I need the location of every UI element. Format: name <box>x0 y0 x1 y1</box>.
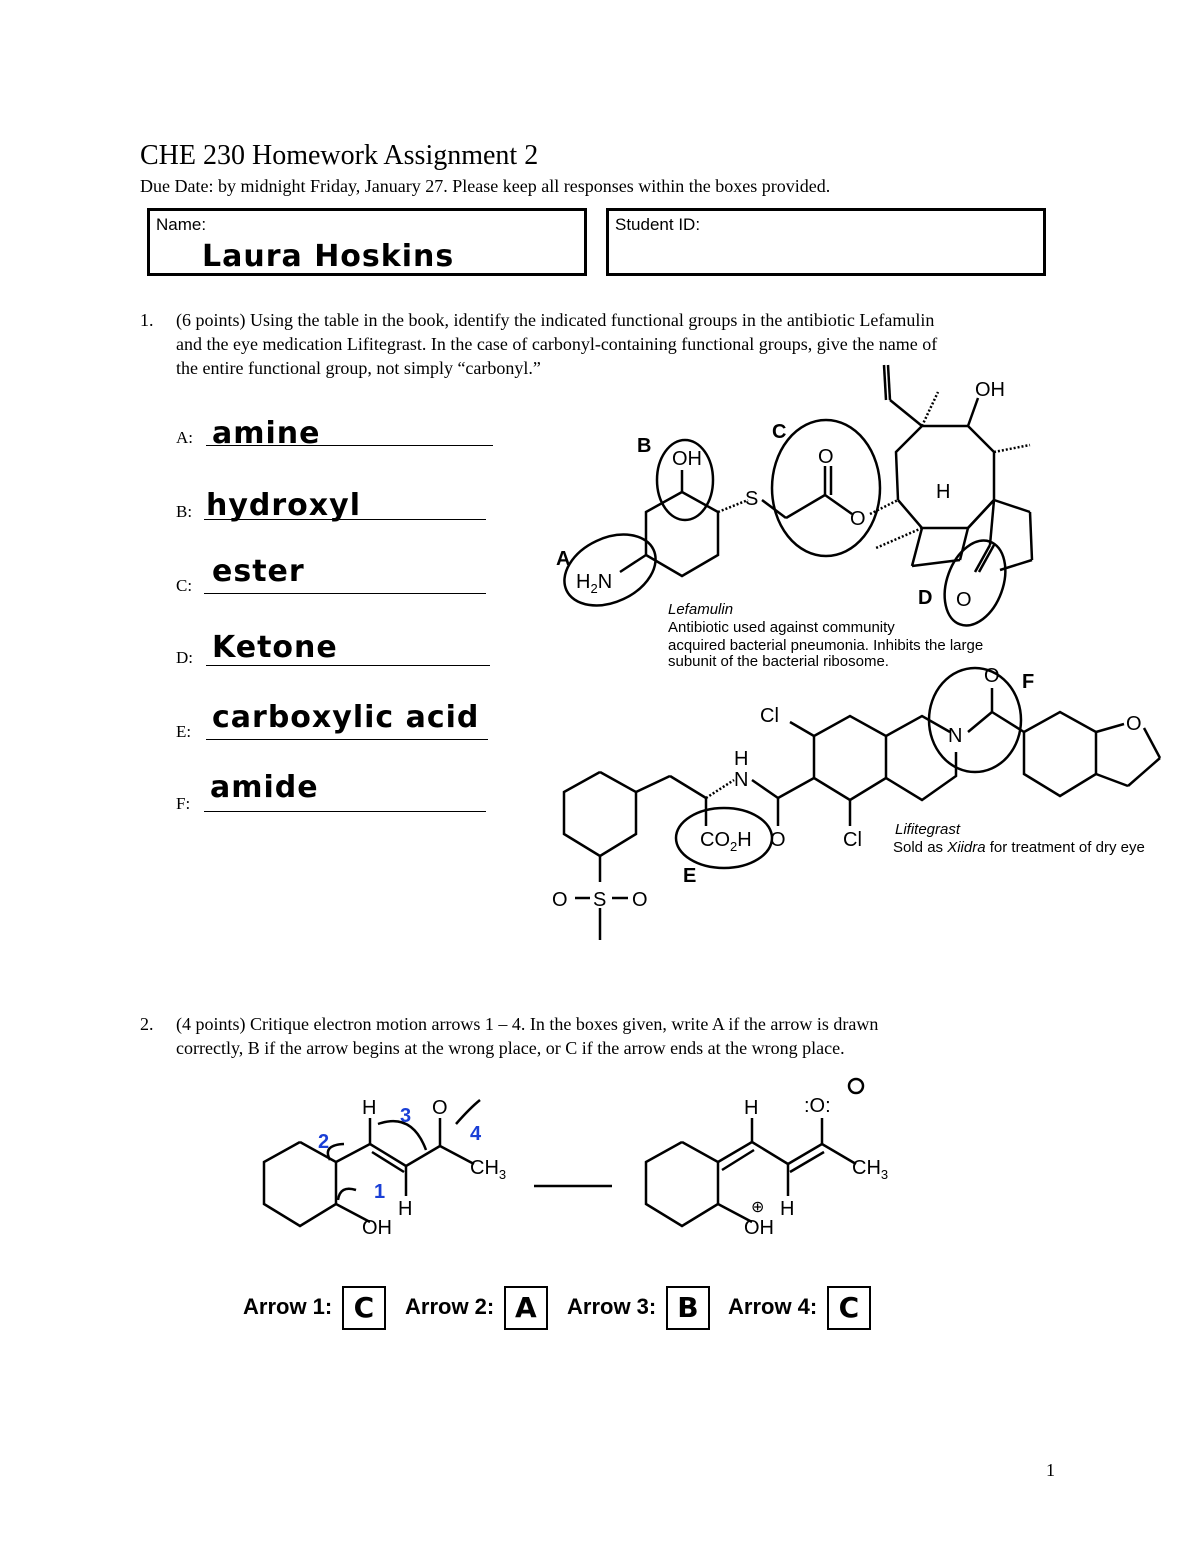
q1-number: 1. <box>140 310 154 330</box>
answer-f[interactable]: amide <box>210 770 319 805</box>
res-oh2: OH <box>744 1217 774 1239</box>
label-d: D <box>918 587 933 609</box>
arrow-response-3 <box>567 1286 710 1330</box>
lif-o-left: O <box>552 889 568 911</box>
lef-h: H <box>936 481 951 503</box>
lifitegrast-name: Lifitegrast <box>895 821 961 838</box>
lef-oh: OH <box>672 448 702 470</box>
lefamulin-desc2: acquired bacterial pneumonia. Inhibits the large <box>668 637 984 654</box>
q1-line3: the entire functional group, not simply “carbonyl.” <box>176 358 541 378</box>
lif-o-furan: O <box>1126 713 1142 735</box>
due-date: Due Date: by midnight Friday, January 27. Please keep all responses within the boxes provided. <box>140 176 831 196</box>
answer-c[interactable]: ester <box>212 554 305 589</box>
answer-b[interactable]: hydroxyl <box>206 488 361 523</box>
lifitegrast-desc: Sold as Xiidra for treatment of dry eye <box>893 839 1145 856</box>
arrow-response-2 <box>405 1286 548 1330</box>
lef-nh2: $H_2N$ <box>576 571 613 596</box>
page-title: CHE 230 Homework Assignment 2 <box>140 140 539 171</box>
q1-line2: and the eye medication Lifitegrast. In the case of carbonyl-containing functional groups, give the name of <box>176 334 938 354</box>
lif-nh: N <box>734 769 749 791</box>
res-oh: OH <box>362 1217 392 1239</box>
res-h3: H <box>744 1097 759 1119</box>
name-value: Laura Hoskins <box>202 239 455 274</box>
answer-a[interactable]: amine <box>212 416 321 451</box>
arrow-3-label: Arrow 3: <box>567 1293 657 1319</box>
answer-e[interactable]: carboxylic acid <box>212 700 480 735</box>
arrow-response-4 <box>728 1286 871 1330</box>
arrow-1-answer[interactable]: C <box>342 1286 386 1330</box>
resonance-labels <box>362 1095 888 1239</box>
res-o-neg: :O: <box>804 1095 831 1117</box>
lef-oh2: OH <box>975 379 1005 401</box>
arrow-4-label: Arrow 4: <box>728 1293 818 1319</box>
res-h4: H <box>780 1198 795 1220</box>
q2-line2: correctly, B if the arrow begins at the wrong place, or C if the arrow ends at the wrong place. <box>176 1038 845 1058</box>
label-a: A <box>556 548 571 570</box>
q2-number: 2. <box>140 1014 154 1034</box>
label-b: B <box>637 435 652 457</box>
page-number: 1 <box>1046 1460 1055 1480</box>
lefamulin-desc3: subunit of the bacterial ribosome. <box>668 653 889 670</box>
arrow-number-1: 1 <box>374 1181 386 1203</box>
label-c: C <box>772 421 787 443</box>
arrow-response-1 <box>243 1286 386 1330</box>
arrow-number-3: 3 <box>400 1105 412 1127</box>
res-ch3b: $CH_3$ <box>852 1157 889 1182</box>
lif-h: H <box>734 748 749 770</box>
arrow-1-label: Arrow 1: <box>243 1293 333 1319</box>
arrow-3-answer[interactable]: B <box>666 1286 710 1330</box>
lif-cl2: Cl <box>843 829 862 851</box>
res-h1: H <box>362 1097 377 1119</box>
arrow-4-answer[interactable]: C <box>827 1286 871 1330</box>
lif-o-carb: O <box>770 829 786 851</box>
res-h2: H <box>398 1198 413 1220</box>
answer-label-f: F: <box>176 794 191 813</box>
arrow-2-label: Arrow 2: <box>405 1293 495 1319</box>
answer-label-d: D: <box>176 648 193 667</box>
arrow-2-answer[interactable]: A <box>504 1286 548 1330</box>
lef-o-dbl: O <box>818 446 834 468</box>
lif-s: S <box>593 889 607 911</box>
lef-o-ester: O <box>850 508 866 530</box>
q2-line1: (4 points) Critique electron motion arrows 1 – 4. In the boxes given, write A if the arrow is drawn <box>176 1014 879 1034</box>
lif-cl1: Cl <box>760 705 779 727</box>
lef-s: S <box>745 488 759 510</box>
arrow-number-2: 2 <box>318 1131 330 1153</box>
name-label: Name: <box>156 215 207 234</box>
label-f: F <box>1022 671 1035 693</box>
arrow-number-4: 4 <box>470 1123 482 1145</box>
label-e: E <box>683 865 697 887</box>
lif-o-right: O <box>632 889 648 911</box>
answer-d[interactable]: Ketone <box>212 630 338 665</box>
answer-label-c: C: <box>176 576 193 595</box>
answer-label-a: A: <box>176 428 193 447</box>
lif-o-amide: O <box>984 665 1000 687</box>
res-o: O <box>432 1097 448 1119</box>
answer-label-e: E: <box>176 722 192 741</box>
lef-o-ketone: O <box>956 589 972 611</box>
plus-charge: ⊕ <box>751 1199 765 1216</box>
res-ch3: $CH_3$ <box>470 1157 507 1182</box>
lif-n: N <box>948 725 963 747</box>
lif-co2h: $CO_2H$ <box>700 829 752 854</box>
student-id-label: Student ID: <box>615 215 701 234</box>
q1-line1: (6 points) Using the table in the book, identify the indicated functional groups in the antibiotic Lefamulin <box>176 310 935 330</box>
lefamulin-desc1: Antibiotic used against community <box>668 619 895 636</box>
lefamulin-name: Lefamulin <box>668 601 734 618</box>
answer-label-b: B: <box>176 502 193 521</box>
